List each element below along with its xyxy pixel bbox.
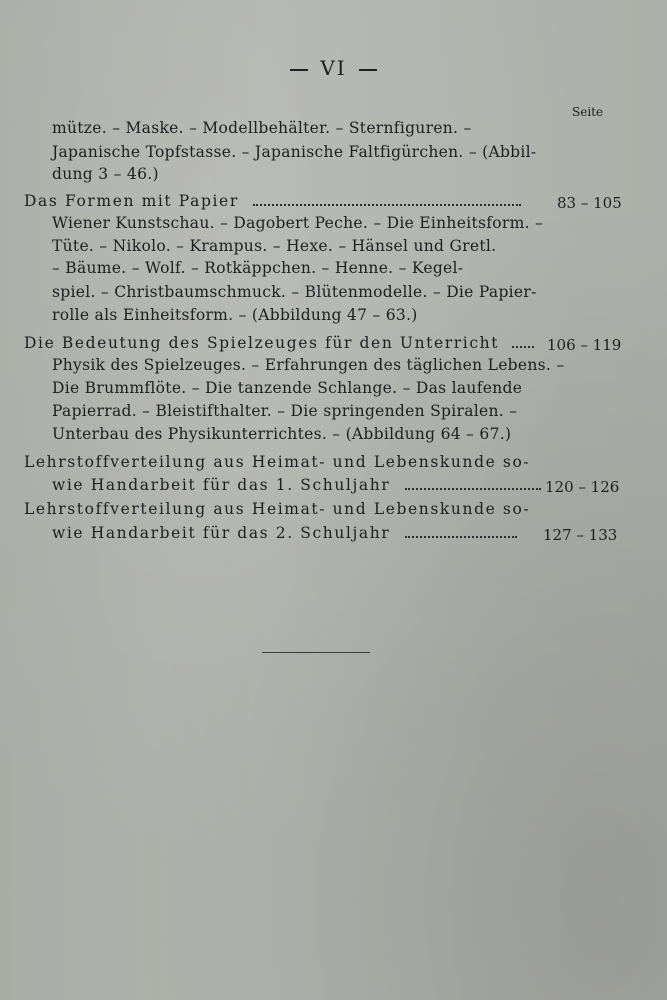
toc-line: Unterbau des Physikunterrichtes. – (Abbildung 64 – 67.) (52, 425, 512, 443)
toc-page-range: 127 – 133 (543, 526, 618, 544)
toc-line: mütze. – Maske. – Modellbehälter. – Sternfiguren. – (52, 119, 472, 137)
dot-leader (512, 334, 534, 348)
toc-title-text: Das Formen mit Papier (24, 192, 239, 210)
toc-title-text: wie Handarbeit für das 1. Schuljahr (52, 476, 391, 494)
toc-entry-title: Lehrstoffverteilung aus Heimat- und Lebenskunde so- (24, 500, 531, 518)
seite-label: Seite (572, 105, 604, 119)
toc-title-text: wie Handarbeit für das 2. Schuljahr (52, 524, 391, 542)
toc-line: dung 3 – 46.) (52, 165, 159, 183)
toc-page-range: 83 – 105 (557, 194, 622, 212)
dot-leader (405, 524, 517, 538)
dot-leader (253, 192, 521, 206)
toc-title-text: Die Bedeutung des Spielzeuges für den Unterricht (24, 334, 500, 352)
dash-left (290, 69, 308, 71)
toc-line: Japanische Topfstasse. – Japanische Faltfigürchen. – (Abbil- (52, 143, 537, 161)
toc-line: Papierrad. – Bleistifthalter. – Die springenden Spiralen. – (52, 402, 518, 420)
toc-line: rolle als Einheitsform. – (Abbildung 47 – 63.) (52, 306, 418, 324)
dot-leader (405, 476, 541, 490)
toc-line: – Bäume. – Wolf. – Rotkäppchen. – Henne. – Kegel- (52, 259, 464, 277)
toc-line: Tüte. – Nikolo. – Krampus. – Hexe. – Hänsel und Gretl. (52, 237, 497, 255)
toc-page-range: 120 – 126 (545, 478, 620, 496)
toc-entry-title-cont (52, 474, 541, 496)
toc-line: spiel. – Christbaumschmuck. – Blütenmodelle. – Die Papier- (52, 283, 537, 301)
section-divider (262, 652, 370, 653)
toc-page-range: 106 – 119 (547, 336, 622, 354)
toc-line: Die Brummflöte. – Die tanzende Schlange. – Das laufende (52, 379, 523, 397)
toc-line: Physik des Spielzeuges. – Erfahrungen des täglichen Lebens. – (52, 356, 565, 374)
toc-entry-title (24, 190, 521, 212)
toc-entry-title-cont (52, 522, 517, 544)
page-number (0, 56, 667, 80)
toc-entry-title (24, 332, 534, 354)
dash-right (359, 69, 377, 71)
toc-entry-title: Lehrstoffverteilung aus Heimat- und Lebenskunde so- (24, 453, 531, 471)
toc-line: Wiener Kunstschau. – Dagobert Peche. – Die Einheitsform. – (52, 214, 544, 232)
page-number-text: VI (320, 56, 347, 80)
